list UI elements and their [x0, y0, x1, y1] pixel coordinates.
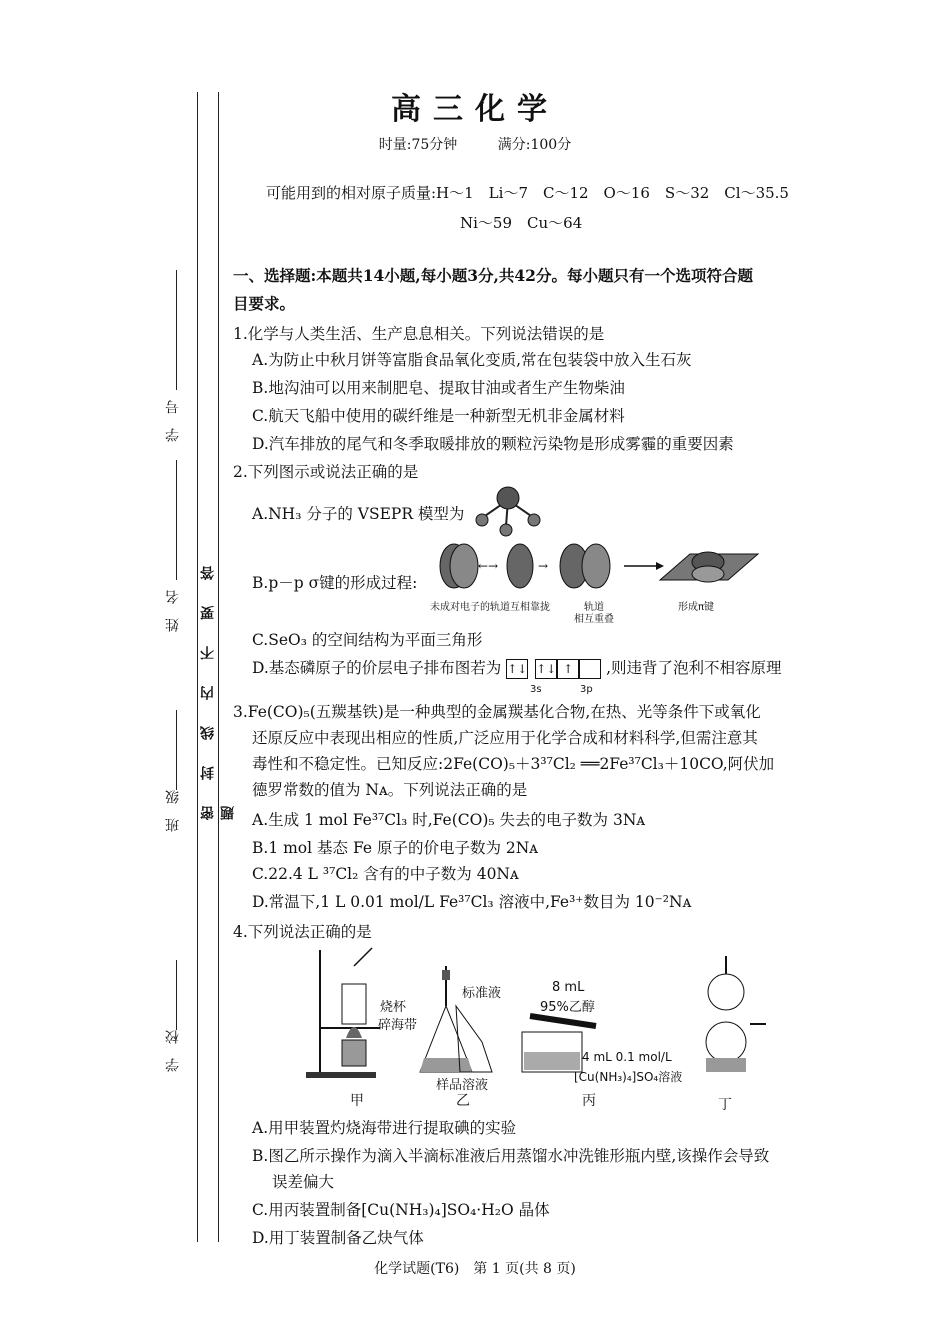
q1-stem: 1.化学与人类生活、生产息息相关。下列说法错误的是	[233, 325, 605, 343]
q4-option-d: D.用丁装置制备乙炔气体	[252, 1229, 424, 1247]
pp-label-2: 轨道	[584, 602, 604, 613]
nh3-vsepr-model	[470, 484, 550, 544]
label-beaker: 烧杯	[380, 1000, 407, 1015]
section-head: 一、选择题:本题共14小题,每小题3分,共42分。每小题只有一个选项符合题	[233, 266, 753, 285]
exam-meta	[0, 134, 950, 154]
q3-line-2: 还原反应中表现出相应的性质,广泛应用于化学合成和材料科学,但需注意其	[252, 729, 758, 747]
fig-label-bing: 丙	[582, 1093, 596, 1109]
atomic-masses-1: 可能用到的相对原子质量:H～1 Li～7 C～12 O～16 S～32 Cl～35.5	[266, 184, 789, 202]
school-label: 学 校	[165, 1030, 181, 1072]
atomic-masses-2: Ni～59 Cu～64	[460, 214, 583, 232]
q3-line-4: 德罗常数的值为 Nᴀ。下列说法正确的是	[252, 781, 528, 799]
q1-option-d: D.汽车排放的尾气和冬季取暖排放的颗粒污染物是形成雾霾的重要因素	[252, 435, 734, 453]
fig-label-ding: 丁	[718, 1097, 732, 1113]
label-std-solution: 标准液	[462, 986, 502, 1001]
class-label: 班 级	[165, 790, 181, 832]
orbital-3p-2: ↑	[557, 659, 579, 679]
page-title: 高三化学	[391, 92, 559, 127]
fig-label-jia: 甲	[350, 1093, 364, 1109]
exam-time: 时量:75分钟	[378, 137, 458, 153]
q4-option-b-2: 误差偏大	[272, 1173, 335, 1191]
pp-label-3: 相互重叠	[574, 614, 614, 625]
q2-option-c: C.SeO₃ 的空间结构为平面三角形	[252, 631, 483, 649]
q3-option-a: A.生成 1 mol Fe³⁷Cl₃ 时,Fe(CO)₅ 失去的电子数为 3Nᴀ	[252, 811, 646, 829]
q2-option-d	[252, 656, 782, 679]
q1-option-c: C.航天飞船中使用的碳纤维是一种新型无机非金属材料	[252, 407, 625, 425]
section-head-2: 目要求。	[233, 294, 296, 313]
class-line	[176, 710, 177, 790]
q2-option-a: A.NH₃ 分子的 VSEPR 模型为	[252, 505, 465, 523]
pp-bond-diagram	[428, 540, 768, 600]
orbital-3p-1: ↑↓	[535, 659, 557, 679]
label-kelp: 碎海带	[378, 1018, 418, 1033]
pp-label-4: 形成π键	[678, 602, 715, 613]
q1-option-a: A.为防止中秋月饼等富脂食品氧化变质,常在包装袋中放入生石灰	[252, 351, 692, 369]
label-4ml: 4 mL 0.1 mol/L	[582, 1050, 672, 1064]
q2-d-text: D.基态磷原子的价层电子排布图若为	[252, 659, 502, 677]
q3-line-1: 3.Fe(CO)₅(五羰基铁)是一种典型的金属羰基化合物,在热、光等条件下或氧化	[233, 703, 761, 721]
label-ethanol: 95%乙醇	[540, 1000, 595, 1015]
q3-option-c: C.22.4 L ³⁷Cl₂ 含有的中子数为 40Nᴀ	[252, 865, 519, 883]
school-line	[176, 960, 177, 1030]
pp-label-1: 未成对电子的轨道互相靠拢	[430, 602, 550, 613]
label-8ml: 8 mL	[552, 980, 585, 995]
label-3p: 3p	[580, 684, 593, 695]
orbital-3p-3	[579, 659, 601, 679]
q2-d-tail: ,则违背了泡利不相容原理	[606, 659, 782, 677]
q3-line-3: 毒性和不稳定性。已知反应:2Fe(CO)₅＋3³⁷Cl₂ ══2Fe³⁷Cl₃＋10CO,阿伏加	[252, 755, 775, 773]
q4-stem: 4.下列说法正确的是	[233, 923, 372, 941]
fig-label-yi: 乙	[456, 1093, 470, 1109]
number-label: 学 号	[165, 400, 181, 442]
q4-option-b: B.图乙所示操作为滴入半滴标准液后用蒸馏水冲洗锥形瓶内壁,该操作会导致	[252, 1147, 770, 1165]
name-line	[176, 460, 177, 580]
q1-option-b: B.地沟油可以用来制肥皂、提取甘油或者生产生物柴油	[252, 379, 625, 397]
q2-option-b: B.p－p σ键的形成过程:	[252, 574, 418, 592]
label-cu-solution: [Cu(NH₃)₄]SO₄溶液	[574, 1070, 683, 1084]
orbital-3s: ↑↓	[506, 659, 528, 679]
name-label: 姓 名	[165, 590, 181, 632]
q4-option-a: A.用甲装置灼烧海带进行提取碘的实验	[252, 1119, 517, 1137]
seal-text: 密 封 线 内 不 要 答 题	[200, 540, 236, 820]
label-sample: 样品溶液	[436, 1078, 489, 1093]
apparatus-figures	[296, 946, 776, 1086]
q2-stem: 2.下列图示或说法正确的是	[233, 463, 419, 481]
svg-text:→: →	[538, 559, 549, 573]
svg-text:←→: ←→	[478, 559, 499, 573]
q3-option-d: D.常温下,1 L 0.01 mol/L Fe³⁷Cl₃ 溶液中,Fe³⁺数目为 10⁻²Nᴀ	[252, 893, 692, 911]
q4-option-c: C.用丙装置制备[Cu(NH₃)₄]SO₄·H₂O 晶体	[252, 1201, 550, 1219]
q3-option-b: B.1 mol 基态 Fe 原子的价电子数为 2Nᴀ	[252, 839, 539, 857]
label-3s: 3s	[530, 684, 542, 695]
number-line	[176, 270, 177, 390]
page-footer: 化学试题(T6) 第 1 页(共 8 页)	[374, 1261, 576, 1277]
exam-score: 满分:100分	[497, 137, 572, 153]
